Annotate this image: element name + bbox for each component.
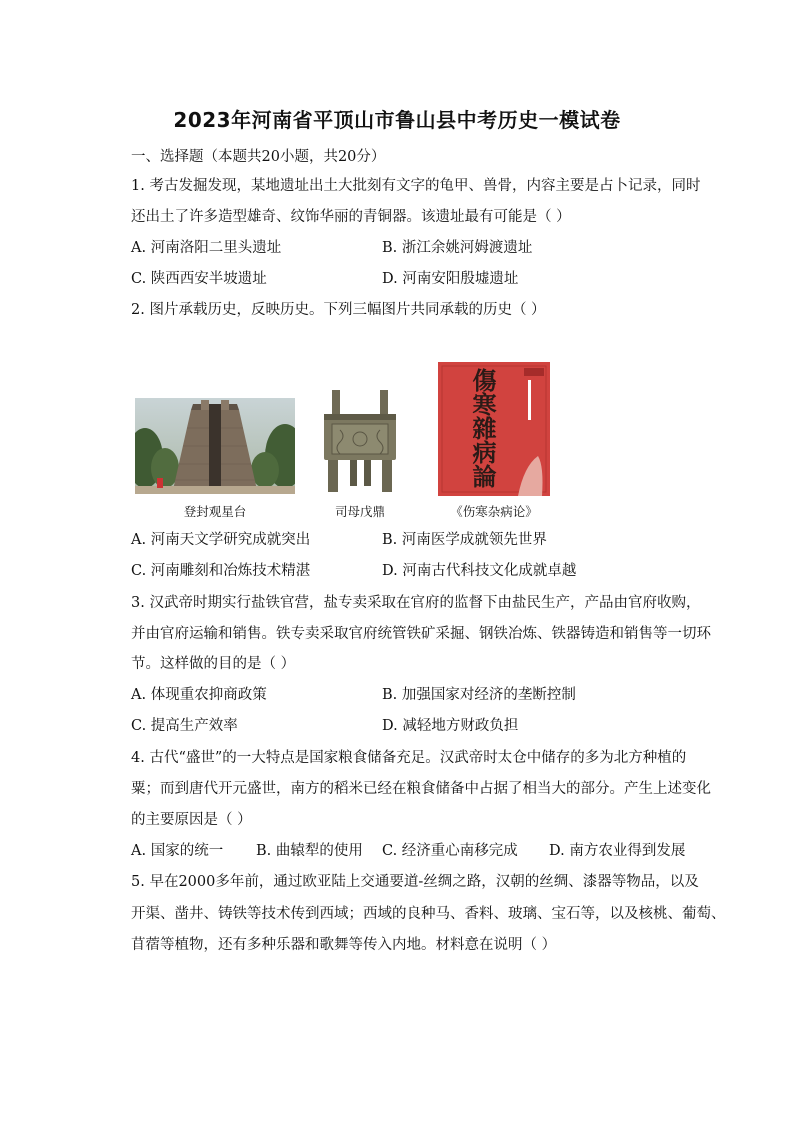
q2-option-b: B. 河南医学成就领先世界 [382, 532, 547, 548]
page-title: 2023年河南省平顶山市鲁山县中考历史一模试卷 [173, 108, 621, 132]
q4-stem-line1: 4. 古代“盛世”的一大特点是国家粮食储备充足。汉武帝时太仓中储存的多为北方种植的 [131, 750, 687, 766]
q5-stem-line3: 苜蓿等植物，还有多种乐器和歌舞等传入内地。材料意在说明（ ） [131, 937, 557, 953]
q1-option-d: D. 河南安阳殷墟遗址 [382, 271, 519, 287]
caption-book: 《伤寒杂病论》 [450, 504, 538, 519]
q1-stem-line2: 还出土了许多造型雄奇、纹饰华丽的青铜器。该遗址最有可能是（ ） [131, 209, 571, 225]
q3-option-d: D. 减轻地方财政负担 [382, 718, 519, 734]
q4-stem-line2: 粟；而到唐代开元盛世，南方的稻米已经在粮食储备中占据了相当大的部分。产生上述变化 [131, 781, 711, 797]
q2-stem-line1: 2. 图片承载历史，反映历史。下列三幅图片共同承载的历史（ ） [131, 302, 546, 318]
q4-option-c: C. 经济重心南移完成 [382, 843, 518, 859]
q1-option-a: A. 河南洛阳二里头遗址 [131, 240, 282, 256]
section-heading: 一、选择题（本题共20小题，共20分） [131, 149, 386, 165]
q1-stem-line1: 1. 考古发掘发现，某地遗址出土大批刻有文字的龟甲、兽骨，内容主要是占卜记录，同时 [131, 178, 701, 194]
q1-option-b: B. 浙江余姚河姆渡遗址 [382, 240, 533, 256]
q5-stem-line1: 5. 早在2000多年前，通过欧亚陆上交通要道-丝绸之路，汉朝的丝绸、漆器等物品，以及 [131, 874, 699, 890]
book-title-text: 傷寒雜病論 [468, 368, 497, 488]
q2-option-a: A. 河南天文学研究成就突出 [131, 532, 311, 548]
q2-option-d: D. 河南古代科技文化成就卓越 [382, 563, 577, 579]
q3-option-b: B. 加强国家对经济的垄断控制 [382, 687, 576, 703]
ding-photo [312, 388, 408, 496]
book-cover-image [438, 362, 550, 496]
caption-ding: 司母戊鼎 [334, 504, 385, 519]
q3-stem-line1: 3. 汉武帝时期实行盐铁官营，盐专卖采取在官府的监督下由盐民生产，产品由官府收购， [131, 595, 701, 611]
q2-option-c: C. 河南雕刻和冶炼技术精湛 [131, 563, 311, 579]
q1-option-c: C. 陕西西安半坡遗址 [131, 271, 267, 287]
q3-option-c: C. 提高生产效率 [131, 718, 238, 734]
q4-option-d: D. 南方农业得到发展 [549, 843, 686, 859]
q3-stem-line3: 节。这样做的目的是（ ） [131, 656, 296, 672]
q3-stem-line2: 并由官府运输和销售。铁专卖采取官府统管铁矿采掘、钢铁冶炼、铁器铸造和销售等一切环 [131, 626, 711, 642]
caption-observatory: 登封观星台 [183, 504, 247, 519]
q4-option-b: B. 曲辕犁的使用 [256, 843, 363, 859]
q4-option-a: A. 国家的统一 [131, 843, 224, 859]
q5-stem-line2: 开渠、凿井、铸铁等技术传到西域；西域的良种马、香料、玻璃、宝石等，以及核桃、葡萄、 [131, 906, 726, 922]
observatory-photo [135, 398, 295, 494]
q3-option-a: A. 体现重农抑商政策 [131, 687, 267, 703]
q4-stem-line3: 的主要原因是（ ） [131, 812, 252, 828]
